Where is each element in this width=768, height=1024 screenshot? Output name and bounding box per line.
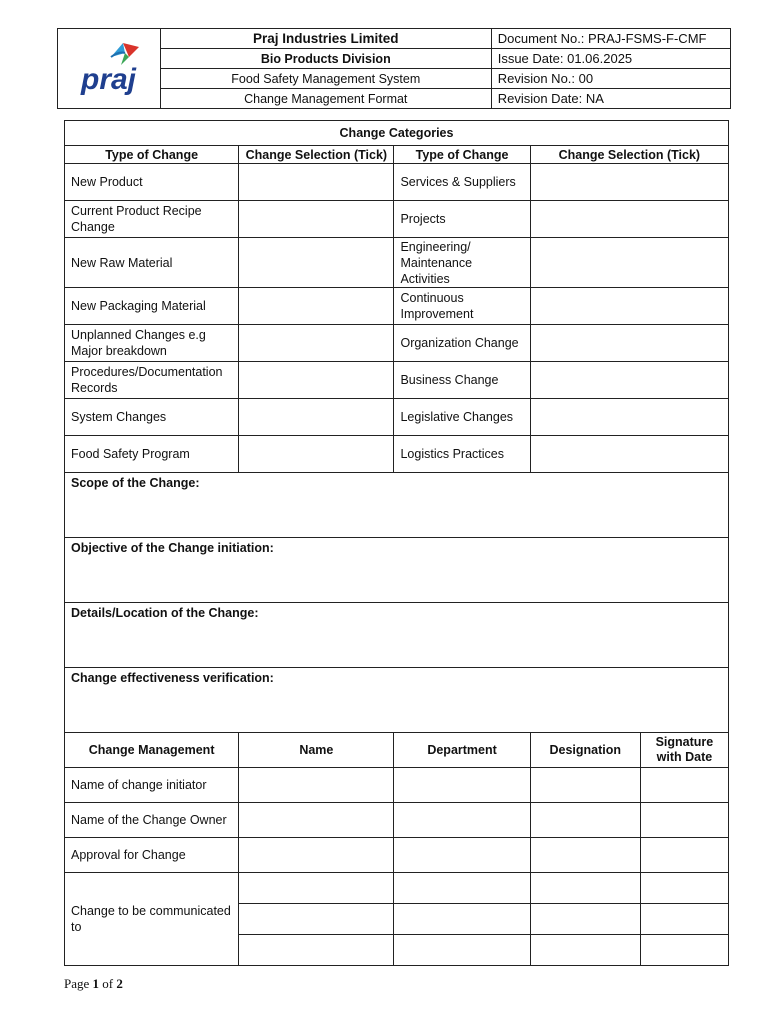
department-cell[interactable] bbox=[394, 838, 530, 873]
signature-cell[interactable] bbox=[640, 768, 728, 803]
page-total: 2 bbox=[116, 976, 123, 991]
designation-cell[interactable] bbox=[530, 935, 640, 966]
page-footer bbox=[64, 976, 123, 992]
document-header bbox=[57, 28, 731, 109]
objective-field[interactable]: Objective of the Change initiation: bbox=[65, 538, 729, 603]
selection-checkbox[interactable] bbox=[239, 436, 394, 473]
category-right: Business Change bbox=[394, 362, 530, 399]
selection-checkbox[interactable] bbox=[239, 288, 394, 325]
selection-checkbox[interactable] bbox=[530, 399, 728, 436]
row-label-communicated: Change to be communicated to bbox=[65, 873, 239, 966]
selection-checkbox[interactable] bbox=[530, 164, 728, 201]
company-name: Praj Industries Limited bbox=[160, 29, 491, 49]
category-left: Current Product Recipe Change bbox=[65, 201, 239, 238]
signature-cell[interactable] bbox=[640, 838, 728, 873]
signature-cell[interactable] bbox=[640, 803, 728, 838]
effectiveness-verification-field[interactable]: Change effectiveness verification: bbox=[65, 668, 729, 733]
category-left: Food Safety Program bbox=[65, 436, 239, 473]
selection-checkbox[interactable] bbox=[239, 399, 394, 436]
designation-cell[interactable] bbox=[530, 904, 640, 935]
details-location-field[interactable]: Details/Location of the Change: bbox=[65, 603, 729, 668]
department-cell[interactable] bbox=[394, 904, 530, 935]
category-left: System Changes bbox=[65, 399, 239, 436]
division-name: Bio Products Division bbox=[160, 49, 491, 69]
col-change-selection-left: Change Selection (Tick) bbox=[239, 146, 394, 164]
system-name: Food Safety Management System bbox=[160, 69, 491, 89]
row-label-initiator: Name of change initiator bbox=[65, 768, 239, 803]
category-right: Logistics Practices bbox=[394, 436, 530, 473]
col-department: Department bbox=[394, 733, 530, 768]
designation-cell[interactable] bbox=[530, 838, 640, 873]
category-right: Continuous Improvement bbox=[394, 288, 530, 325]
selection-checkbox[interactable] bbox=[530, 362, 728, 399]
category-left: New Product bbox=[65, 164, 239, 201]
signature-cell[interactable] bbox=[640, 873, 728, 904]
col-designation: Designation bbox=[530, 733, 640, 768]
selection-checkbox[interactable] bbox=[239, 201, 394, 238]
category-right: Legislative Changes bbox=[394, 399, 530, 436]
selection-checkbox[interactable] bbox=[530, 288, 728, 325]
name-cell[interactable] bbox=[239, 935, 394, 966]
signature-cell[interactable] bbox=[640, 904, 728, 935]
name-cell[interactable] bbox=[239, 768, 394, 803]
category-right: Organization Change bbox=[394, 325, 530, 362]
selection-checkbox[interactable] bbox=[530, 238, 728, 288]
name-cell[interactable] bbox=[239, 838, 394, 873]
signature-cell[interactable] bbox=[640, 935, 728, 966]
praj-logo-icon bbox=[67, 35, 151, 99]
category-right: Engineering/ Maintenance Activities bbox=[394, 238, 530, 288]
col-type-of-change-left: Type of Change bbox=[65, 146, 239, 164]
department-cell[interactable] bbox=[394, 803, 530, 838]
row-label-owner: Name of the Change Owner bbox=[65, 803, 239, 838]
designation-cell[interactable] bbox=[530, 768, 640, 803]
of-word: of bbox=[102, 976, 114, 991]
col-change-management: Change Management bbox=[65, 733, 239, 768]
category-left: Unplanned Changes e.g Major breakdown bbox=[65, 325, 239, 362]
selection-checkbox[interactable] bbox=[239, 164, 394, 201]
department-cell[interactable] bbox=[394, 873, 530, 904]
logo-wordmark: praj bbox=[80, 63, 136, 96]
selection-checkbox[interactable] bbox=[530, 436, 728, 473]
revision-number: Revision No.: 00 bbox=[491, 69, 730, 89]
document-number: Document No.: PRAJ-FSMS-F-CMF bbox=[491, 29, 730, 49]
col-change-selection-right: Change Selection (Tick) bbox=[530, 146, 728, 164]
page-current: 1 bbox=[92, 976, 100, 991]
category-right: Projects bbox=[394, 201, 530, 238]
issue-date: Issue Date: 01.06.2025 bbox=[491, 49, 730, 69]
name-cell[interactable] bbox=[239, 904, 394, 935]
logo-cell bbox=[58, 29, 161, 109]
change-categories-title: Change Categories bbox=[65, 121, 729, 146]
designation-cell[interactable] bbox=[530, 873, 640, 904]
category-left: Procedures/Documentation Records bbox=[65, 362, 239, 399]
col-type-of-change-right: Type of Change bbox=[394, 146, 530, 164]
change-management-form bbox=[64, 120, 729, 966]
department-cell[interactable] bbox=[394, 935, 530, 966]
col-name: Name bbox=[239, 733, 394, 768]
name-cell[interactable] bbox=[239, 873, 394, 904]
format-name: Change Management Format bbox=[160, 89, 491, 109]
designation-cell[interactable] bbox=[530, 803, 640, 838]
col-signature-with-date: Signature with Date bbox=[640, 733, 728, 768]
selection-checkbox[interactable] bbox=[530, 325, 728, 362]
category-left: New Raw Material bbox=[65, 238, 239, 288]
category-right: Services & Suppliers bbox=[394, 164, 530, 201]
category-left: New Packaging Material bbox=[65, 288, 239, 325]
selection-checkbox[interactable] bbox=[239, 238, 394, 288]
name-cell[interactable] bbox=[239, 803, 394, 838]
selection-checkbox[interactable] bbox=[239, 362, 394, 399]
page-word: Page bbox=[64, 976, 90, 991]
department-cell[interactable] bbox=[394, 768, 530, 803]
selection-checkbox[interactable] bbox=[530, 201, 728, 238]
revision-date: Revision Date: NA bbox=[491, 89, 730, 109]
scope-of-change-field[interactable]: Scope of the Change: bbox=[65, 473, 729, 538]
selection-checkbox[interactable] bbox=[239, 325, 394, 362]
row-label-approval: Approval for Change bbox=[65, 838, 239, 873]
